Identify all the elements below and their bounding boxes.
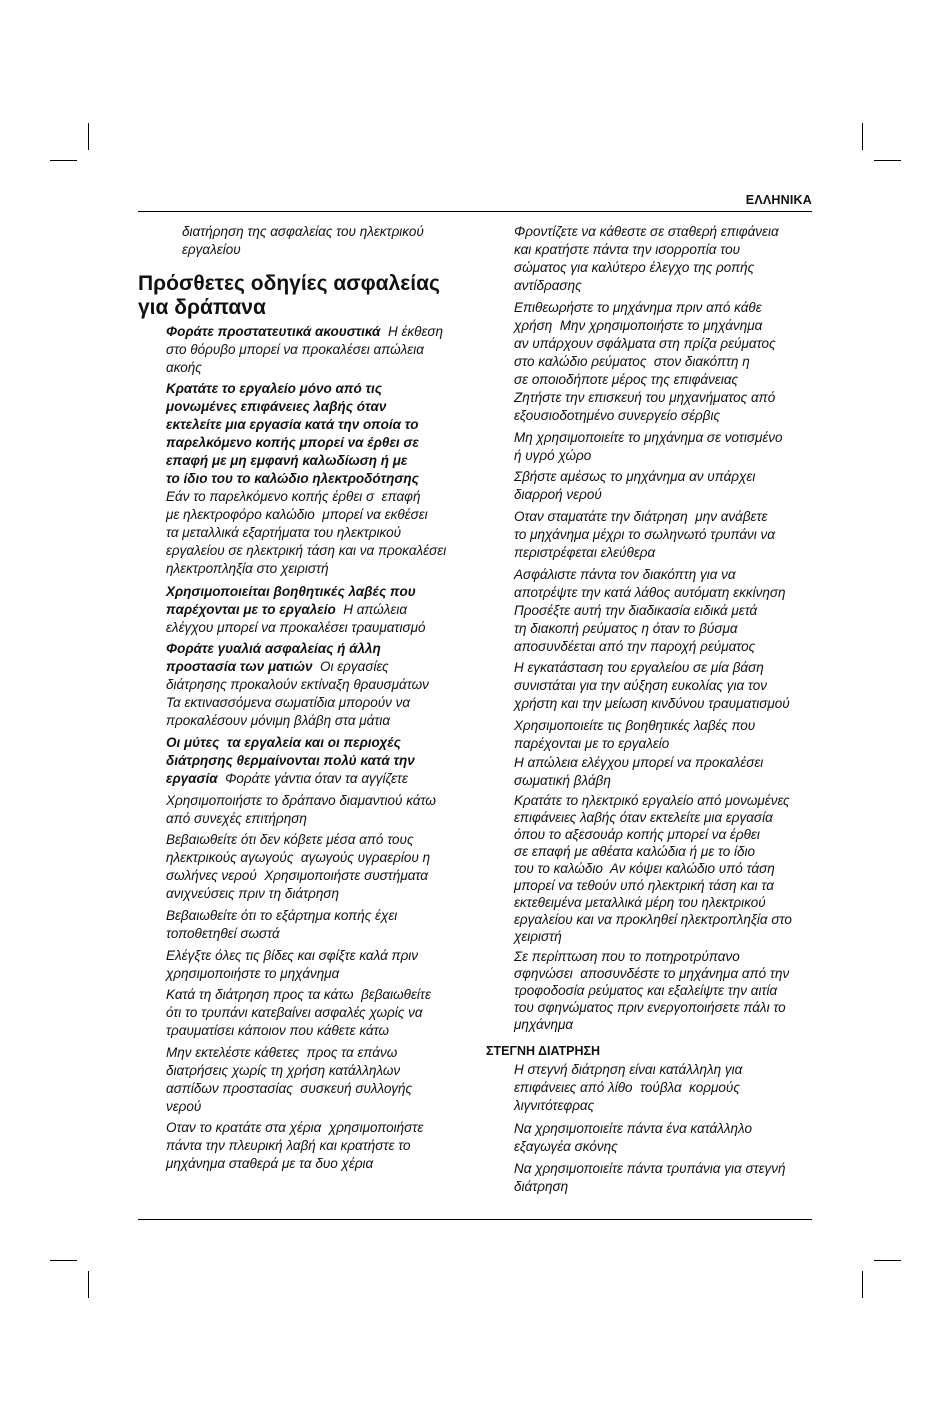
safety-item <box>166 986 431 1040</box>
safety-item <box>514 299 776 425</box>
safety-item-text: Η απώλεια ελέγχου μπορεί να προκαλέσει σωματική βλάβη <box>514 755 764 788</box>
safety-item <box>514 468 755 504</box>
safety-item-emphasis: Οι μύτες τα εργαλεία και οι περιοχές διάτρησης θερμαίνονται πολύ κατά την εργασία <box>166 735 415 786</box>
safety-item <box>166 947 418 983</box>
dry-drilling-item <box>514 1061 742 1115</box>
section-heading: Πρόσθετες οδηγίες ασφαλείας για δράπανα <box>138 272 440 319</box>
safety-item-emphasis: Φοράτε προστατευτικά ακουστικά <box>166 324 381 339</box>
safety-item-text: Σβήστε αμέσως το μηχάνημα αν υπάρχει διαρροή νερού <box>514 469 756 502</box>
safety-item-text: Κατά τη διάτρηση προς τα κάτω βεβαιωθείτε ότι το τρυπάνι κατεβαίνει ασφαλές χωρίς να τραυματίσει κάποιον που κάθετε κάτω <box>166 987 431 1038</box>
safety-item-text: Μη χρησιμοποιείτε το μηχάνημα σε νοτισμένο ή υγρό χώρο <box>514 430 783 463</box>
continuation-text <box>182 223 424 259</box>
dry-drilling-subheading: ΣΤΕΓΝΗ ΔΙΑΤΡΗΣΗ <box>486 1044 601 1058</box>
safety-item <box>166 831 430 903</box>
safety-item <box>514 429 783 465</box>
safety-item-text: Οταν σταματάτε την διάτρηση μην ανάβετε το μηχάνημα μέχρι το σωληνωτό τρυπάνι να περιστρέφεται ελεύθερα <box>514 509 776 560</box>
crop-mark-bottom-left-horizontal <box>50 1260 77 1261</box>
safety-item <box>514 754 763 790</box>
dry-drilling-item <box>514 1160 786 1196</box>
crop-mark-bottom-right-vertical <box>862 1271 863 1298</box>
crop-mark-bottom-right-horizontal <box>874 1260 901 1261</box>
safety-item <box>514 659 790 713</box>
continuation-text-body: διατήρηση της ασφαλείας του ηλεκτρικού εργαλείου <box>182 224 424 257</box>
safety-item <box>166 640 429 730</box>
safety-item-text: Βεβαιωθείτε ότι το εξάρτημα κοπής έχει τοποθετηθεί σωστά <box>166 908 398 941</box>
safety-item <box>514 948 789 1033</box>
safety-item <box>166 583 426 637</box>
safety-item <box>166 792 436 828</box>
safety-item <box>166 323 443 377</box>
crop-mark-top-right-vertical <box>862 123 863 150</box>
safety-item <box>514 223 779 295</box>
crop-mark-top-right-horizontal <box>874 160 901 161</box>
safety-item-text: Εάν το παρελκόμενο κοπής έρθει σ επαφή με ηλεκτροφόρο καλώδιο μπορεί να εκθέσει τα μεταλλικά εξαρτήματα του ηλεκτρικού εργαλείου σε ηλεκτρική τάση και να προκαλέσει ηλεκτροπληξία στο χειριστή <box>166 489 447 576</box>
safety-item <box>514 792 792 945</box>
safety-item-text: Ασφάλιστε πάντα τον διακόπτη για να αποτρέψτε την κατά λάθος αυτόματη εκκίνηση Προσέξτε αυτή την διαδικασία ειδικά μετά τη διακοπή ρεύματος η όταν το βύσμα αποσυνδέεται από την παροχή ρεύματος <box>514 567 786 654</box>
safety-item-text: Σε περίπτωση που το ποτηροτρύπανο σφηνώσει αποσυνδέστε το μηχάνημα από την τροφοδοσία ρεύματος και εξαλείψτε την αιτία του σφηνώματος πριν ενεργοποιήσετε πάλι το μηχάνημα <box>514 949 790 1032</box>
safety-item-text: Οι εργασίες διάτρησης προκαλούν εκτίναξη θραυσμάτων Τα εκτινασσόμενα σωματίδια μπορούν να προκαλέσουν μόνιμη βλάβη στα μάτια <box>166 659 429 728</box>
footer-rule <box>138 1219 812 1220</box>
dry-drilling-item-text: Να χρησιμοποιείτε πάντα τρυπάνια για στεγνή διάτρηση <box>514 1161 786 1194</box>
safety-item <box>166 1119 423 1173</box>
safety-item-text: Ελέγξτε όλες τις βίδες και σφίξτε καλά πριν χρησιμοποιήστε το μηχάνημα <box>166 948 419 981</box>
crop-mark-bottom-left-vertical <box>88 1271 89 1298</box>
safety-item-text: Η εγκατάσταση του εργαλείου σε μία βάση συνιστάται για την αύξηση ευκολίας για τον χρήστη και την μείωση κινδύνου τραυματισμού <box>514 660 790 711</box>
safety-item-emphasis: Φοράτε γυαλιά ασφαλείας ή άλλη προστασία των ματιών <box>166 641 381 674</box>
safety-item-text: Η απώλεια ελέγχου μπορεί να προκαλέσει τραυματισμό <box>166 602 426 635</box>
crop-mark-top-left-vertical <box>88 123 89 150</box>
safety-item-text: Η έκθεση στο θόρυβο μπορεί να προκαλέσει απώλεια ακοής <box>166 324 444 375</box>
safety-item-text: Φροντίζετε να κάθεστε σε σταθερή επιφάνεια και κρατήστε πάντα την ισορροπία του σώματος για καλύτερο έλεγχο της ροπής αντίδρασης <box>514 224 779 293</box>
dry-drilling-item-text: Η στεγνή διάτρηση είναι κατάλληλη για επιφάνειες από λίθο τούβλα κορμούς λιγνιτότεφρας <box>514 1062 743 1113</box>
safety-item-text: Χρησιμοποιήστε το δράπανο διαμαντιού κάτω από συνεχές επιτήρηση <box>166 793 436 826</box>
safety-item <box>514 566 785 656</box>
safety-item-text: Μην εκτελέστε κάθετες προς τα επάνω διατρήσεις χωρίς τη χρήση κατάλληλων ασπίδων προστασίας συσκευή συλλογής νερού <box>166 1045 413 1114</box>
safety-item-emphasis: Χρησιμοποιείται βοηθητικές λαβές που παρέχονται με το εργαλείο <box>166 584 416 617</box>
safety-item <box>514 508 775 562</box>
safety-item-text: Βεβαιωθείτε ότι δεν κόβετε μέσα από τους ηλεκτρικούς αγωγούς αγωγούς υγραερίου η σωλήνες νερού Χρησιμοποιήστε συστήματα ανιχνεύσεις πριν τη διάτρηση <box>166 832 431 901</box>
safety-item <box>166 907 397 943</box>
safety-item-text: Επιθεωρήστε το μηχάνημα πριν από κάθε χρήση Μην χρησιμοποιήστε το μηχάνημα αν υπάρχουν σφάλματα στη πρίζα ρεύματος στο καλώδιο ρεύματος στον διακόπτη η σε οποιοδήποτε μέρος της επιφάνειας Ζητήστε την επισκευή του μηχανήματος από εξουσιοδοτημένο συνεργείο σέρβις <box>514 300 776 423</box>
safety-item-text: Κρατάτε το ηλεκτρικό εργαλείο από μονωμένες επιφάνειες λαβής όταν εκτελείτε μια εργασία όπου το αξεσουάρ κοπής μπορεί να έρθει σε επαφή με αθέατα καλώδια ή με το ίδιο του το καλώδιο Αν κόψει καλώδιο υπό τάση μπορεί να τεθούν υπό ηλεκτρική τάση και τα εκτεθειμένα μεταλλικά μέρη του ηλεκτρικού εργαλείου και να προκληθεί ηλεκτροπληξία στο χειριστή <box>514 793 792 944</box>
language-label: ΕΛΛΗΝΙΚΑ <box>745 193 812 207</box>
safety-item <box>514 717 755 753</box>
safety-item <box>166 380 446 578</box>
safety-item-emphasis: Κρατάτε το εργαλείο μόνο από τις μονωμένες επιφάνειες λαβής όταν εκτελείτε μια εργασία κατά την οποία το παρελκόμενο κοπής μπορεί να έρθει σε επαφή με μη εμφανή καλωδίωση ή με το ίδιο του το καλώδιο ηλεκτροδότησης <box>166 381 419 486</box>
dry-drilling-item <box>514 1120 752 1156</box>
dry-drilling-item-text: Να χρησιμοποιείτε πάντα ένα κατάλληλο εξαγωγέα σκόνης <box>514 1121 753 1154</box>
safety-item-text: Οταν το κρατάτε στα χέρια χρησιμοποιήστε πάντα την πλευρική λαβή και κρατήστε το μηχάνημα σταθερά με τα δυο χέρια <box>166 1120 424 1171</box>
safety-item <box>166 1044 412 1116</box>
safety-item-text: Φοράτε γάντια όταν τα αγγίζετε <box>217 771 408 786</box>
crop-mark-top-left-horizontal <box>50 160 77 161</box>
header-rule <box>138 211 812 212</box>
safety-item <box>166 734 415 788</box>
safety-item-text: Χρησιμοποιείτε τις βοηθητικές λαβές που παρέχονται με το εργαλείο <box>514 718 756 751</box>
